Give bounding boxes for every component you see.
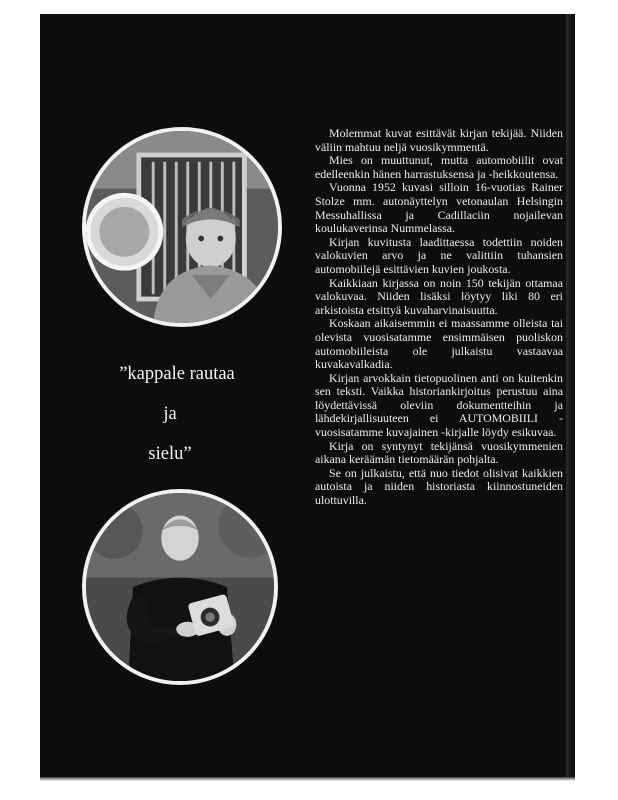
paragraph: Kirjan kuvitusta laadittaessa todettiin noiden valokuvien arvo ja ne valittiin tuhansien automobiilejä esittävien kuvien joukosta. — [315, 234, 563, 276]
paragraph: Vuonna 1952 kuvasi silloin 16-vuotias Rainer Stolze mm. autonäyttelyn vetonaulan Helsingin Messuhallissa ja Cadillaciin nojailevan koulukaverinsa Nummelassa. — [315, 180, 563, 236]
quote-line-3: sielu” — [148, 444, 192, 464]
photo-boy-with-car — [82, 127, 282, 327]
photo-man-with-camera — [82, 489, 278, 685]
cover-shadow — [40, 777, 575, 781]
paragraph: Mies on muuttunut, mutta automobiilit ovat edelleenkin hänen harrastuksensa ja -heikkoutensa. — [315, 153, 563, 181]
boy-with-car-image — [86, 131, 278, 323]
paragraph: Kirja on syntynyt tekijänsä vuosikymmenien aikana keräämän tietomäärän pohjalta. — [315, 438, 563, 467]
paragraph: Molemmat kuvat esittävät kirjan tekijää. Niiden väliin mahtuu neljä vuosikymmentä. — [315, 126, 563, 154]
paragraph: Koskaan aikaisemmin ei maassamme olleista tai olevista vuosisatamme ensimmäisen puoliskon automobiileista ole julkaistu vastaavaa kuvakavalkadia. — [315, 316, 563, 372]
paragraph: Se on julkaistu, että nuo tiedot olisivat kaikkien autoista ja niiden historiasta kiinnostuneiden ulottuvilla. — [315, 465, 563, 508]
man-with-camera-image — [86, 493, 274, 681]
quote-line-2: ja — [163, 404, 177, 424]
quote-line-1: ”kappale rautaa — [119, 364, 235, 384]
paragraph: Kirjan arvokkain tietopuolinen anti on kuitenkin sen teksti. Vaikka historiankirjoitus perustuu aina löydettävissä oleviin dokumentteihin ja lähdekirjallisuuteen ei AUTOMOBIILI -vuosisatamme kuvajainen -kirjalle löydy esikuvaa. — [315, 370, 563, 440]
back-cover-text — [315, 127, 563, 508]
paragraph: Kaikkiaan kirjassa on noin 150 tekijän ottamaa valokuvaa. Niiden lisäksi löytyy liki 80 eri arkistoista etsittyä kuvaharvinaisuutta. — [315, 275, 563, 317]
cover-edge — [566, 14, 575, 779]
